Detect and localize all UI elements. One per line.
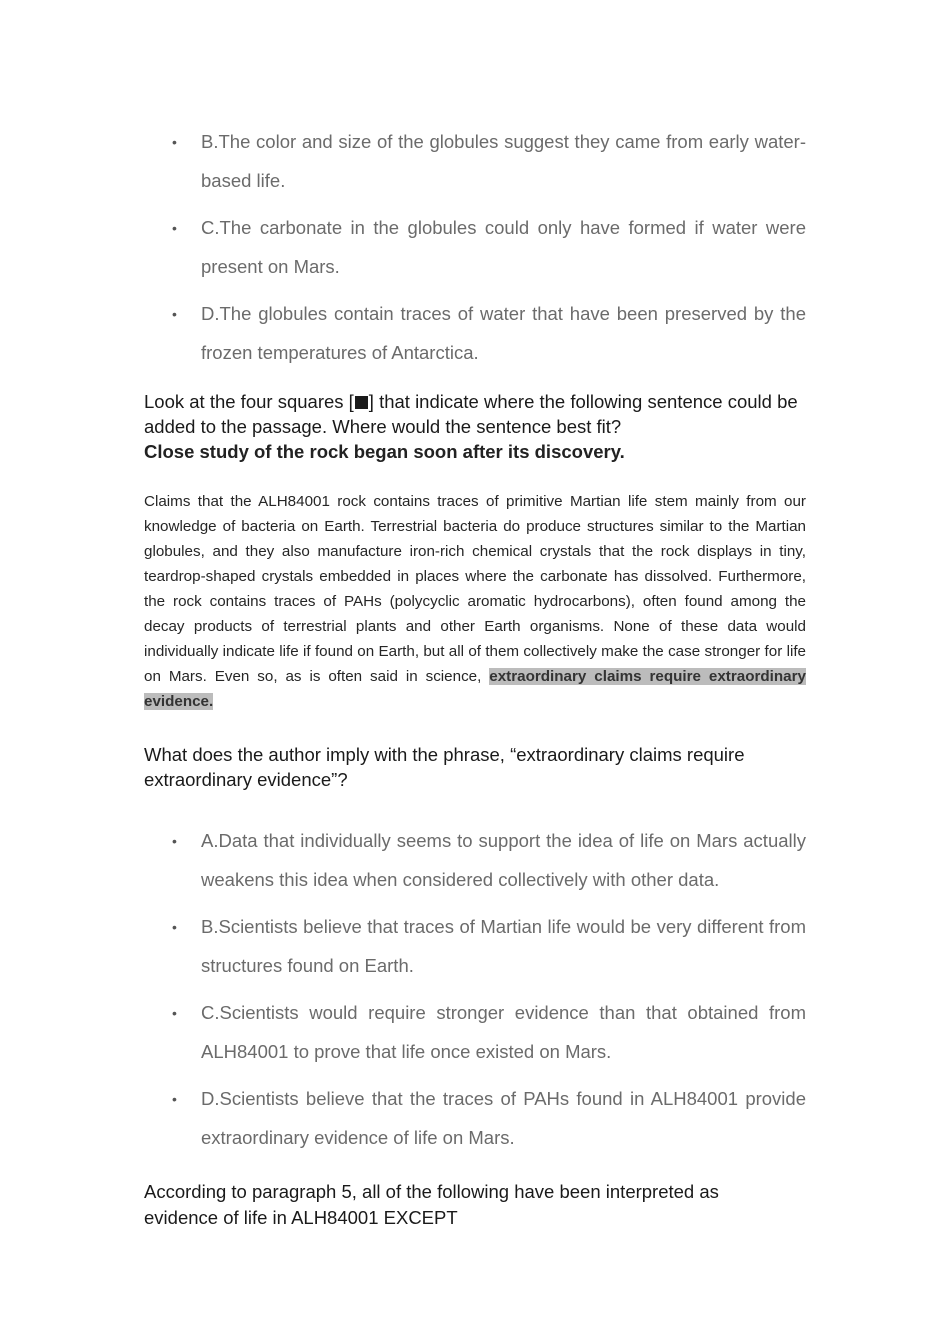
- bullet: •: [172, 306, 177, 322]
- option-text: D.The globules contain traces of water that have been preserved by the frozen temperatures of Antarctica.: [201, 303, 806, 363]
- bullet: •: [172, 833, 177, 849]
- option-text: B.The color and size of the globules suggest they came from early water-based life.: [201, 131, 806, 191]
- passage-text: Claims that the ALH84001 rock contains traces of primitive Martian life stem mainly from our knowledge of bacteria on Earth. Terrestrial bacteria do produce structures similar to the Martian globules, and they also manufacture iron-rich chemical crystals that the rock displays in tiny, teardrop-shaped crystals embedded in places where the carbonate has dissolved. Furthermore, the rock contains traces of PAHs (polycyclic aromatic hydrocarbons), often found among the decay products of terrestrial plants and other Earth organisms. None of these data would individually indicate life if found on Earth, but all of them collectively make the case stronger for life on Mars. Even so, as is often said in science,: [144, 493, 806, 685]
- bullet: •: [172, 134, 177, 150]
- question-2-text: What does the author imply with the phrase, “extraordinary claims require extraordinary evidence”?: [144, 744, 745, 790]
- bullet: •: [172, 1005, 177, 1021]
- bullet: •: [172, 919, 177, 935]
- option-text: C.Scientists would require stronger evidence than that obtained from ALH84001 to prove that life once existed on Mars.: [201, 1002, 806, 1062]
- insert-sentence: Close study of the rock began soon after its discovery.: [144, 441, 625, 462]
- answer-option-b[interactable]: [144, 123, 806, 200]
- bullet: •: [172, 220, 177, 236]
- option-text: D.Scientists believe that the traces of PAHs found in ALH84001 provide extraordinary evidence of life on Mars.: [201, 1088, 806, 1148]
- answer-options-2: [144, 822, 806, 1166]
- answer-option-b[interactable]: [144, 908, 806, 985]
- passage-paragraph: [144, 489, 806, 714]
- option-text: B.Scientists believe that traces of Martian life would be very different from structures found on Earth.: [201, 916, 806, 976]
- answer-option-d[interactable]: [144, 295, 806, 372]
- insert-sentence-question: [144, 389, 806, 464]
- answer-options-1: [144, 123, 806, 381]
- option-text: C.The carbonate in the globules could only have formed if water were present on Mars.: [201, 217, 806, 277]
- question-prompt: Look at the four squares [ ] that indicate where the following sentence could be added to the passage. Where would the sentence best fit?: [144, 391, 798, 437]
- answer-option-a[interactable]: [144, 822, 806, 899]
- option-text: A.Data that individually seems to support the idea of life on Mars actually weakens this idea when considered collectively with other data.: [201, 830, 806, 890]
- answer-option-c[interactable]: [144, 994, 806, 1071]
- question-3-text: According to paragraph 5, all of the following have been interpreted as evidence of life in ALH84001 EXCEPT: [144, 1181, 719, 1228]
- bullet: •: [172, 1091, 177, 1107]
- answer-option-d[interactable]: [144, 1080, 806, 1157]
- question-3: [144, 1179, 764, 1231]
- highlighted-phrase: extraordinary claims require extraordinary evidence.: [144, 668, 806, 710]
- question-2: [144, 742, 784, 792]
- black-square-icon: [355, 396, 368, 409]
- answer-option-c[interactable]: [144, 209, 806, 286]
